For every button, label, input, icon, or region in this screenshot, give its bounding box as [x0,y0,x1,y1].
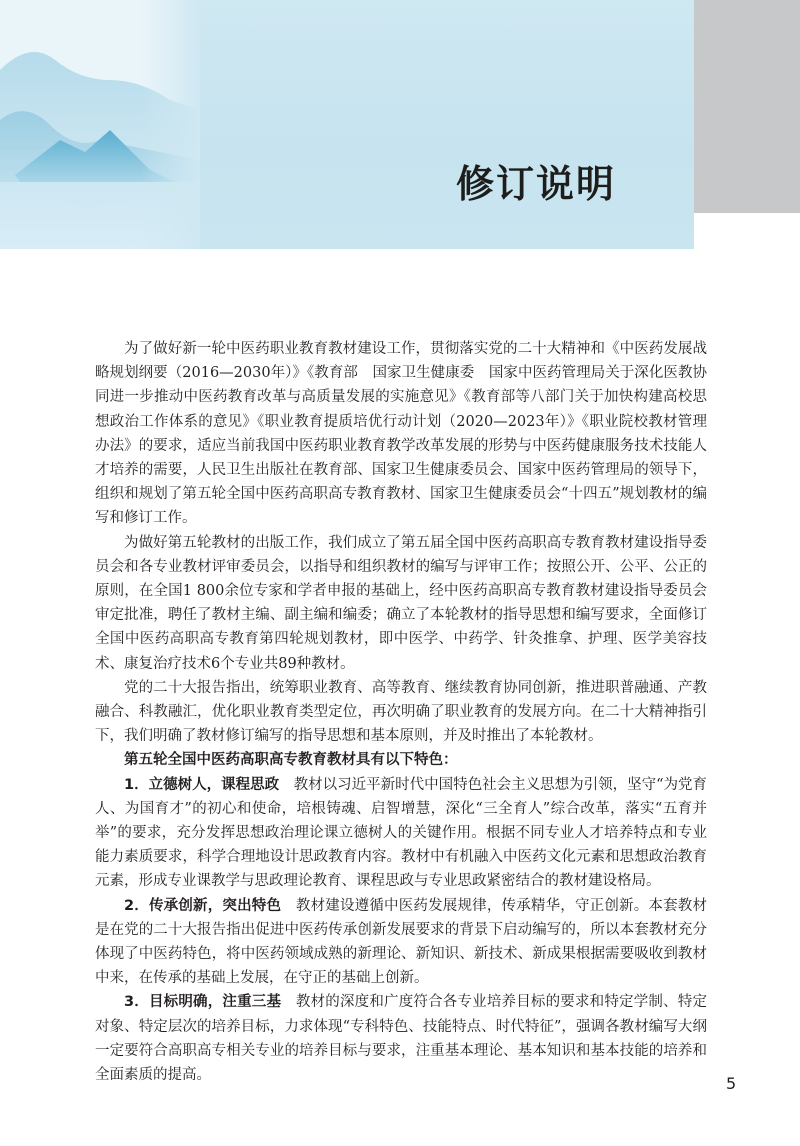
paragraph: 党的二十大报告指出，统筹职业教育、高等教育、继续教育协同创新，推进职普融通、产教融合、科教融汇，优化职业教育类型定位，再次明确了职业教育的发展方向。在二十大精神指引下，我们明确了教材修订编写的指导思想和基本原则，并及时推出了本轮教材。 [95,679,707,745]
feature-heading: 2．传承创新，突出特色 [124,897,282,914]
landscape-illustration [0,0,200,249]
feature-item [95,894,707,991]
feature-text: 教材建设遵循中医药发展规律，传承精华，守正创新。本套教材是在党的二十大报告指出促进中医药传承创新发展要求的背景下启动编写的，所以本套教材充分体现了中医药特色，将中医药领域成熟的新理论、新知识、新技术、新成果根据需要吸收到教材中来，在传承的基础上发展，在守正的基础上创新。 [95,897,708,987]
feature-item [95,990,707,1087]
feature-text: 教材的深度和广度符合各专业培养目标的要求和特定学制、特定对象、特定层次的培养目标，力求体现“专科特色、技能特点、时代特征”，强调各教材编写大纲一定要符合高职高专相关专业的培养目标与要求，注重基本理论、基本知识和基本技能的培养和全面素质的提高。 [95,994,708,1084]
header-band [0,0,694,249]
features-heading: 第五轮全国中医药高职高专教育教材具有以下特色： [124,752,458,769]
page-number: 5 [726,1074,737,1093]
paragraph: 为做好第五轮教材的出版工作，我们成立了第五届全国中医药高职高专教育教材建设指导委员会和各专业教材评审委员会，以指导和组织教材的编写与评审工作；按照公开、公平、公正的原则，在全国1 800余位专家和学者申报的基础上，经中医药高职高专教育教材建设指导委员会审定批准，聘任了教材主编、副主编和编委；确立了本轮教材的指导思想和编写要求，全面修订全国中医药高职高专教育第四轮规划教材，即中医学、中药学、针灸推拿、护理、医学美容技术、康复治疗技术6个专业共89种教材。 [95,534,707,672]
feature-text: 教材以习近平新时代中国特色社会主义思想为引领，坚守“为党育人、为国育才”的初心和使命，培根铸魂、启智增慧，深化“三全育人”综合改革，落实“五育并举”的要求，充分发挥思想政治理论课立德树人的关键作用。根据不同专业人才培养特点和专业能力素质要求，科学合理地设计思政教育内容。教材中有机融入中医药文化元素和思想政治教育元素，形成专业课教学与思政理论教育、课程思政与专业思政紧密结合的教材建设格局。 [95,776,708,890]
body-text [95,337,707,1087]
paragraph: 为了做好新一轮中医药职业教育教材建设工作，贯彻落实党的二十大精神和《中医药发展战略规划纲要（2016—2030年）》《教育部 国家卫生健康委 国家中医药管理局关于深化医教协同进一步推动中医药教育改革与高质量发展的实施意见》《教育部等八部门关于加快构建高校思想政治工作体系的意见》《职业教育提质培优行动计划（2020—2023年）》《职业院校教材管理办法》的要求，适应当前我国中医药职业教育教学改革发展的形势与中医药健康服务技术技能人才培养的需要，人民卫生出版社在教育部、国家卫生健康委员会、国家中医药管理局的领导下，组织和规划了第五轮全国中医药高职高专教育教材、国家卫生健康委员会“十四五”规划教材的编写和修订工作。 [95,341,707,527]
page-title: 修订说明 [456,162,617,206]
feature-heading: 1．立德树人，课程思政 [124,776,280,793]
feature-heading: 3．目标明确，注重三基 [124,994,282,1011]
feature-item [95,773,707,894]
header-gray-tab [694,0,800,213]
